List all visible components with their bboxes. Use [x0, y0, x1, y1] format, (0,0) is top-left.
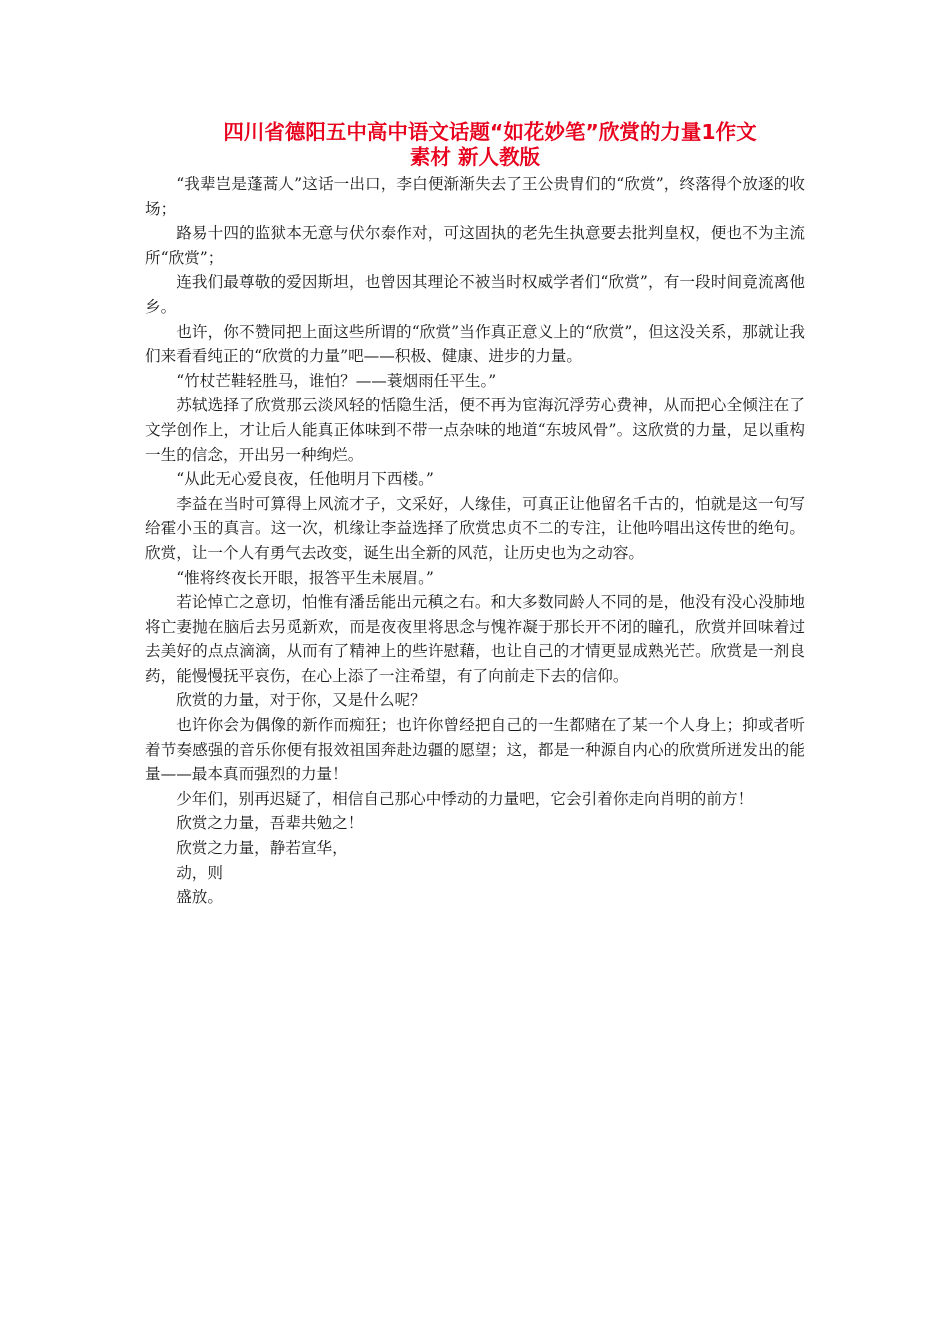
paragraph: 李益在当时可算得上风流才子，文采好，人缘佳，可真正让他留名千古的，怕就是这一句写给霍小玉的真言。这一次，机缘让李益选择了欣赏忠贞不二的专注，让他吟唱出这传世的绝句。欣赏，让一个人有勇气去改变，诞生出全新的风范，让历史也为之动容。: [145, 494, 805, 562]
poem-quote: “从此无心爱良夜，任他明月下西楼。”: [176, 470, 434, 489]
document-title: [145, 120, 805, 170]
closing-line: 欣赏之力量，吾辈共勉之！: [176, 814, 364, 833]
document-body: [145, 172, 805, 910]
paragraph: “我辈岂是蓬蒿人”这话一出口，李白便渐渐失去了王公贵胄们的“欣赏”，终落得个放逐的收场；: [145, 175, 805, 218]
paragraph: 连我们最尊敬的爱因斯坦，也曾因其理论不被当时权威学者们“欣赏”，有一段时间竟流离他乡。: [145, 273, 805, 316]
closing-line: 欣赏之力量，静若宣华，: [176, 839, 348, 858]
paragraph: 也许，你不赞同把上面这些所谓的“欣赏”当作真正意义上的“欣赏”，但这没关系，那就让我们来看看纯正的“欣赏的力量”吧——积极、健康、进步的力量。: [145, 322, 805, 366]
paragraph: 少年们，别再迟疑了，相信自己那心中悸动的力量吧，它会引着你走向肖明的前方！: [176, 789, 754, 808]
title-line-1: 四川省德阳五中高中语文话题“如花妙笔”欣赏的力量1作文: [223, 120, 757, 144]
closing-line: 盛放。: [176, 888, 223, 907]
poem-quote: “惟将终夜长开眼，报答平生未展眉。”: [176, 568, 434, 587]
closing-line: 动，则: [176, 863, 223, 882]
document-page: [145, 120, 805, 910]
paragraph: 若论悼亡之意切，怕惟有潘岳能出元稹之右。和大多数同龄人不同的是，他没有没心没肺地将亡妻抛在脑后去另觅新欢，而是夜夜里将思念与愧祚凝于那长开不闭的瞳孔，欣赏并回味着过去美好的点点滴滴，从而有了精神上的些许慰藉，也让自己的才情更显成熟光芒。欣赏是一剂良药，能慢慢抚平哀伤，在心上添了一注希望，有了向前走下去的信仰。: [145, 593, 805, 685]
poem-quote: “竹杖芒鞋轻胜马，谁怕？——蓑烟雨任平生。”: [176, 371, 497, 390]
title-line-2: 素材 新人教版: [409, 145, 541, 169]
paragraph: 欣赏的力量，对于你，又是什么呢？: [176, 691, 426, 710]
paragraph: 苏轼选择了欣赏那云淡风轻的恬隐生活，便不再为宦海沉浮劳心费神，从而把心全倾注在了文学创作上，才让后人能真正体味到不带一点杂味的地道“东坡风骨”。这欣赏的力量，足以重构一生的信念，开出另一种绚烂。: [145, 396, 805, 464]
paragraph: 也许你会为偶像的新作而痴狂；也许你曾经把自己的一生都赌在了某一个人身上；抑或者听着节奏感强的音乐你便有报效祖国奔赴边疆的愿望；这，都是一种源自内心的欣赏所迸发出的能量——最本真而强烈的力量！: [145, 716, 805, 784]
paragraph: 路易十四的监狱本无意与伏尔泰作对，可这固执的老先生执意要去批判皇权，便也不为主流所“欣赏”；: [145, 224, 805, 267]
